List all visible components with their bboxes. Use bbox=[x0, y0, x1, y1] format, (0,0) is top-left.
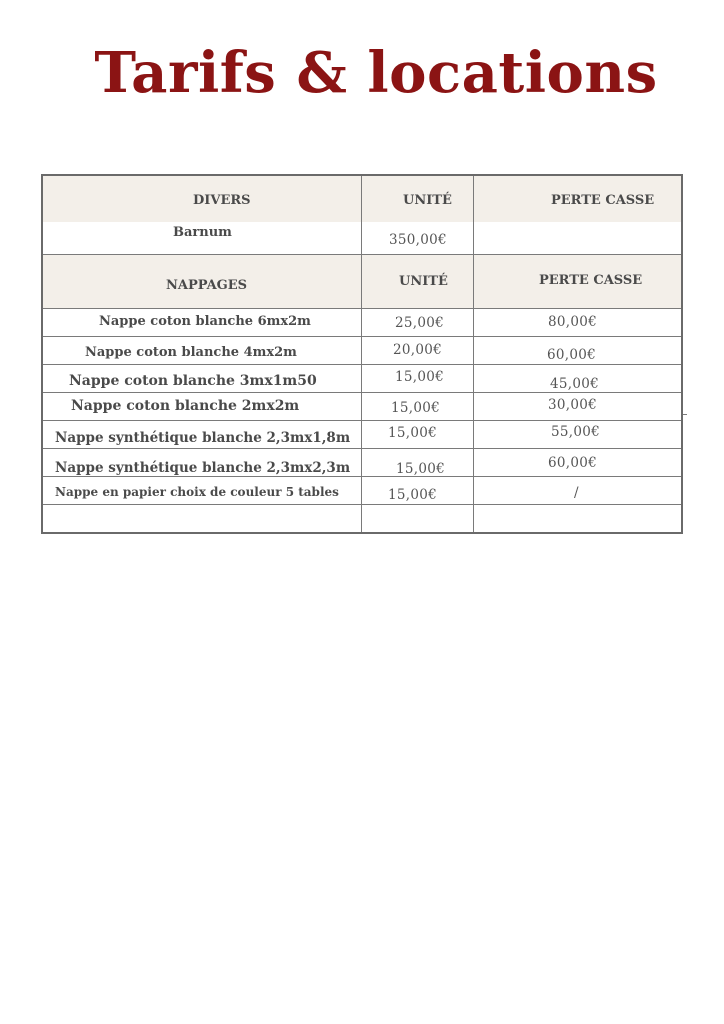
table-row-unit: 15,00€ bbox=[396, 461, 446, 477]
nappages-header-loss: PERTE CASSE bbox=[539, 273, 643, 288]
table-row-label: Nappe synthétique blanche 2,3mx1,8m bbox=[55, 430, 351, 446]
table-row-label: Nappe coton blanche 2mx2m bbox=[71, 398, 300, 414]
divers-header-label: DIVERS bbox=[193, 193, 251, 208]
table-row-unit: 15,00€ bbox=[391, 400, 441, 416]
nappages-header-label: NAPPAGES bbox=[166, 278, 248, 293]
column-divider-1 bbox=[361, 176, 362, 532]
table-row-label: Nappe coton blanche 6mx2m bbox=[99, 314, 311, 329]
table-row-loss: / bbox=[574, 485, 579, 501]
table-row-loss: 30,00€ bbox=[548, 397, 598, 413]
price-table bbox=[41, 174, 683, 534]
table-row-loss: 45,00€ bbox=[550, 376, 600, 392]
table-row-label: Nappe en papier choix de couleur 5 tables bbox=[55, 485, 339, 499]
divers-header-unit: UNITÉ bbox=[403, 193, 452, 208]
table-row-label: Nappe synthétique blanche 2,3mx2,3m bbox=[55, 460, 351, 476]
table-row-unit: 25,00€ bbox=[395, 315, 445, 331]
table-row-unit: 15,00€ bbox=[395, 369, 445, 385]
table-row-loss: 80,00€ bbox=[548, 314, 598, 330]
table-row-loss: 60,00€ bbox=[548, 455, 598, 471]
row-divider bbox=[43, 448, 681, 449]
row-divider bbox=[43, 308, 681, 309]
page-title: Tarifs & locations bbox=[94, 40, 658, 106]
stray-line-mark bbox=[683, 414, 687, 415]
row-divider bbox=[43, 364, 681, 365]
nappages-header-unit: UNITÉ bbox=[399, 274, 448, 289]
row-divider bbox=[43, 336, 681, 337]
row-divider bbox=[43, 504, 681, 505]
divers-row-label: Barnum bbox=[173, 225, 232, 240]
row-divider bbox=[43, 254, 681, 255]
table-row-loss: 55,00€ bbox=[551, 424, 601, 440]
table-row-label: Nappe coton blanche 3mx1m50 bbox=[69, 373, 317, 389]
table-row-loss: 60,00€ bbox=[547, 347, 597, 363]
table-row-unit: 15,00€ bbox=[388, 425, 438, 441]
column-divider-2 bbox=[473, 176, 474, 532]
divers-header-loss: PERTE CASSE bbox=[551, 193, 655, 208]
divers-row-unit: 350,00€ bbox=[389, 232, 447, 248]
table-row-unit: 15,00€ bbox=[388, 487, 438, 503]
table-row-unit: 20,00€ bbox=[393, 342, 443, 358]
table-row-label: Nappe coton blanche 4mx2m bbox=[85, 345, 297, 360]
row-divider bbox=[43, 420, 681, 421]
